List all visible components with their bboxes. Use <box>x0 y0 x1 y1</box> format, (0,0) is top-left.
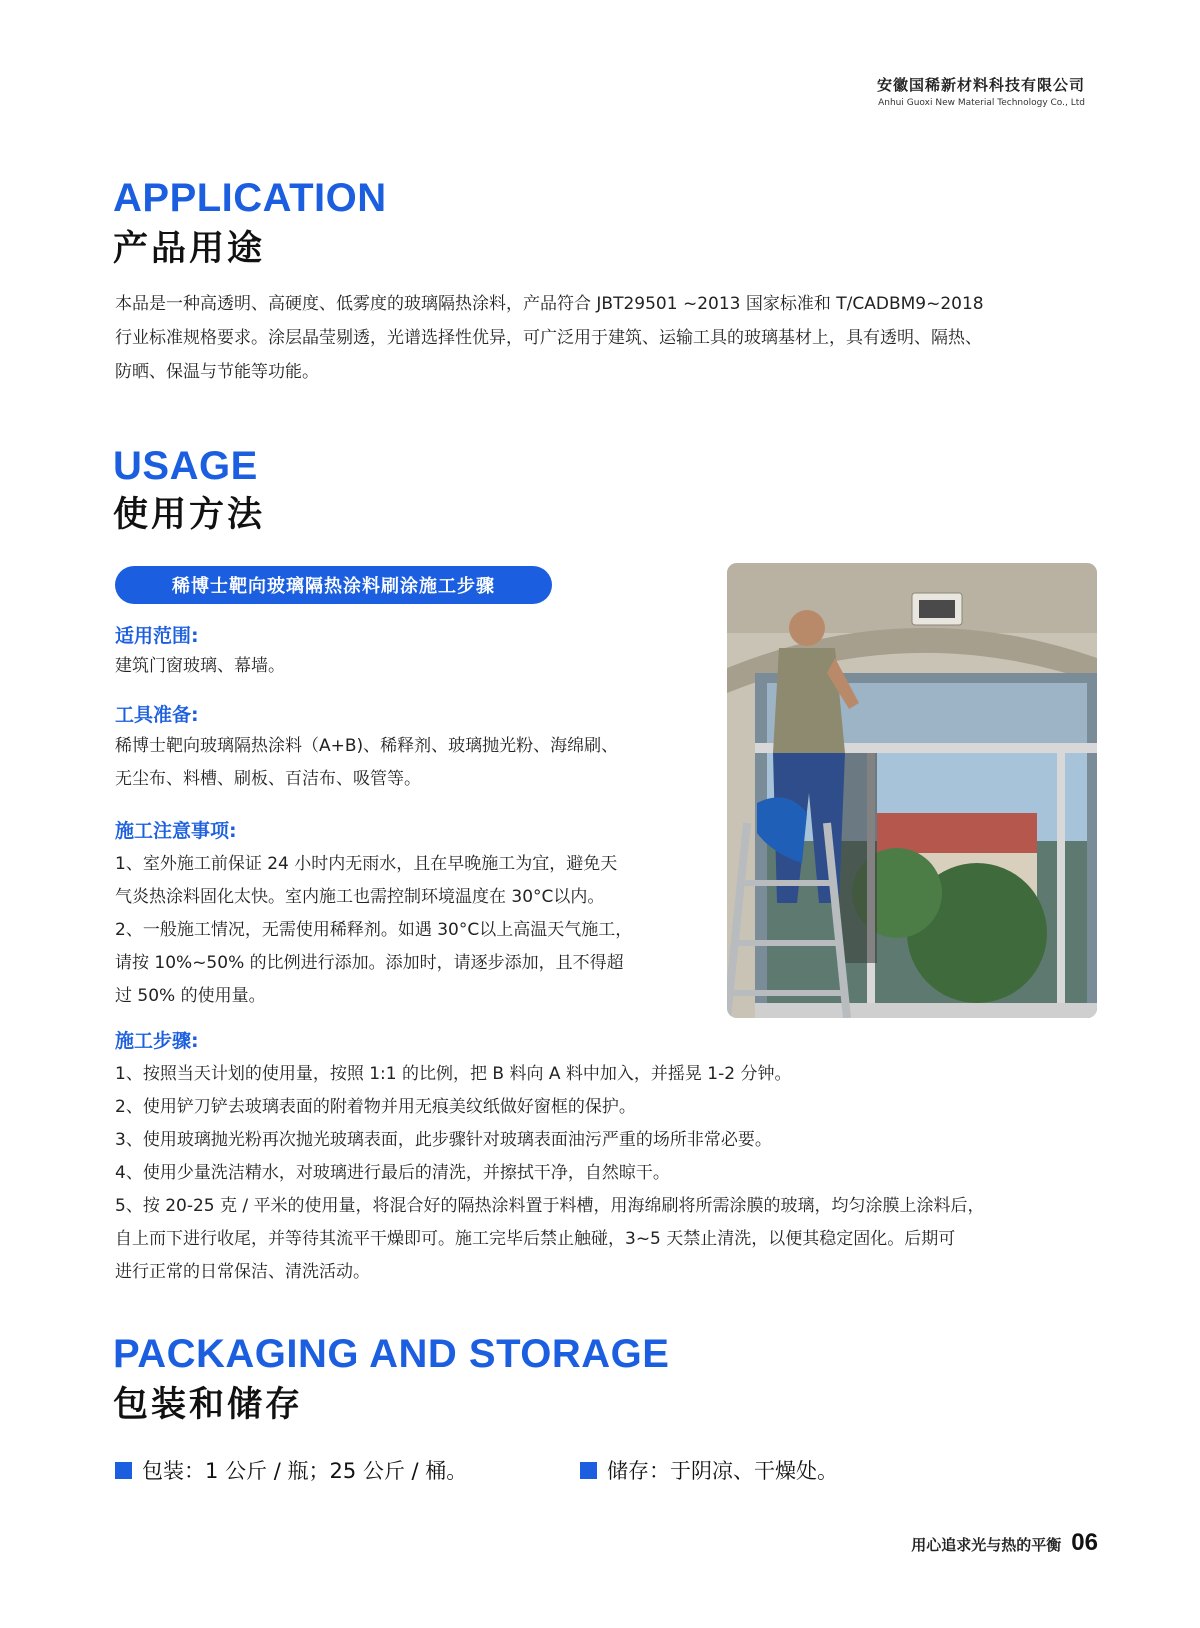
packaging-info <box>115 1455 467 1485</box>
notes-line: 气炎热涂料固化太快。室内施工也需控制环境温度在 30°C以内。 <box>115 887 605 907</box>
step-line: 进行正常的日常保洁、清洗活动。 <box>115 1262 370 1282</box>
application-line: 行业标准规格要求。涂层晶莹剔透，光谱选择性优异，可广泛用于建筑、运输工具的玻璃基材上，具有透明、隔热、 <box>115 328 982 348</box>
step-line: 4、使用少量洗洁精水，对玻璃进行最后的清洗，并擦拭干净，自然晾干。 <box>115 1163 670 1183</box>
steps-heading: 施工步骤: <box>115 1030 199 1052</box>
bullet-square-icon <box>580 1462 597 1479</box>
usage-title-cn: 使用方法 <box>113 495 266 535</box>
step-line: 自上而下进行收尾，并等待其流平干燥即可。施工完毕后禁止触碰，3~5 天禁止清洗，以便其稳定固化。后期可 <box>115 1229 956 1249</box>
company-header <box>877 74 1085 108</box>
bullet-square-icon <box>115 1462 132 1479</box>
tools-text <box>115 730 618 796</box>
notes-heading: 施工注意事项: <box>115 820 237 842</box>
tools-line: 稀博士靶向玻璃隔热涂料（A+B)、稀释剂、玻璃抛光粉、海绵刷、 <box>115 736 619 756</box>
tools-heading: 工具准备: <box>115 704 199 726</box>
step-line: 3、使用玻璃抛光粉再次抛光玻璃表面，此步骤针对玻璃表面油污严重的场所非常必要。 <box>115 1130 772 1150</box>
usage-title-en: USAGE <box>113 444 258 488</box>
notes-line: 1、室外施工前保证 24 小时内无雨水，且在早晚施工为宜，避免天 <box>115 854 618 874</box>
application-line: 本品是一种高透明、高硬度、低雾度的玻璃隔热涂料，产品符合 JBT29501 ~2013 国家标准和 T/CADBM9~2018 <box>115 294 984 314</box>
packaging-title-en: PACKAGING AND STORAGE <box>113 1332 670 1376</box>
company-name-en: Anhui Guoxi New Material Technology Co., Ltd <box>878 98 1085 108</box>
step-line: 2、使用铲刀铲去玻璃表面的附着物并用无痕美纹纸做好窗框的保护。 <box>115 1097 636 1117</box>
application-title-cn: 产品用途 <box>113 229 266 269</box>
storage-text: 储存：于阴凉、干燥处。 <box>607 1459 838 1483</box>
application-photo <box>727 563 1097 1018</box>
notes-line: 请按 10%~50% 的比例进行添加。添加时，请逐步添加，且不得超 <box>115 953 624 973</box>
notes-line: 2、一般施工情况，无需使用稀释剂。如遇 30°C以上高温天气施工， <box>115 920 633 940</box>
application-description <box>115 287 1100 389</box>
application-title-en: APPLICATION <box>113 176 387 220</box>
footer-slogan: 用心追求光与热的平衡 <box>911 1536 1062 1554</box>
notes-text <box>115 848 632 1013</box>
page-number: 06 <box>1071 1529 1098 1556</box>
application-line: 防晒、保温与节能等功能。 <box>115 362 319 382</box>
worker-window-illustration <box>727 563 1097 1018</box>
usage-steps-banner: 稀博士靶向玻璃隔热涂料刷涂施工步骤 <box>115 566 552 604</box>
scope-text: 建筑门窗玻璃、幕墙。 <box>115 656 285 676</box>
steps-text <box>115 1058 1105 1289</box>
storage-info <box>580 1455 838 1485</box>
notes-line: 过 50% 的使用量。 <box>115 986 266 1006</box>
page-footer <box>911 1529 1098 1557</box>
packaging-title-cn: 包装和储存 <box>113 1385 304 1425</box>
tools-line: 无尘布、料槽、刷板、百洁布、吸管等。 <box>115 769 421 789</box>
scope-heading: 适用范围: <box>115 625 199 647</box>
step-line: 5、按 20-25 克 / 平米的使用量，将混合好的隔热涂料置于料槽，用海绵刷将所需涂膜的玻璃，均匀涂膜上涂料后， <box>115 1196 985 1216</box>
company-name-cn: 安徽国稀新材料科技有限公司 <box>876 76 1085 94</box>
step-line: 1、按照当天计划的使用量，按照 1:1 的比例，把 B 料向 A 料中加入，并摇晃 1-2 分钟。 <box>115 1064 792 1084</box>
packaging-text: 包装：1 公斤 / 瓶；25 公斤 / 桶。 <box>142 1459 468 1483</box>
